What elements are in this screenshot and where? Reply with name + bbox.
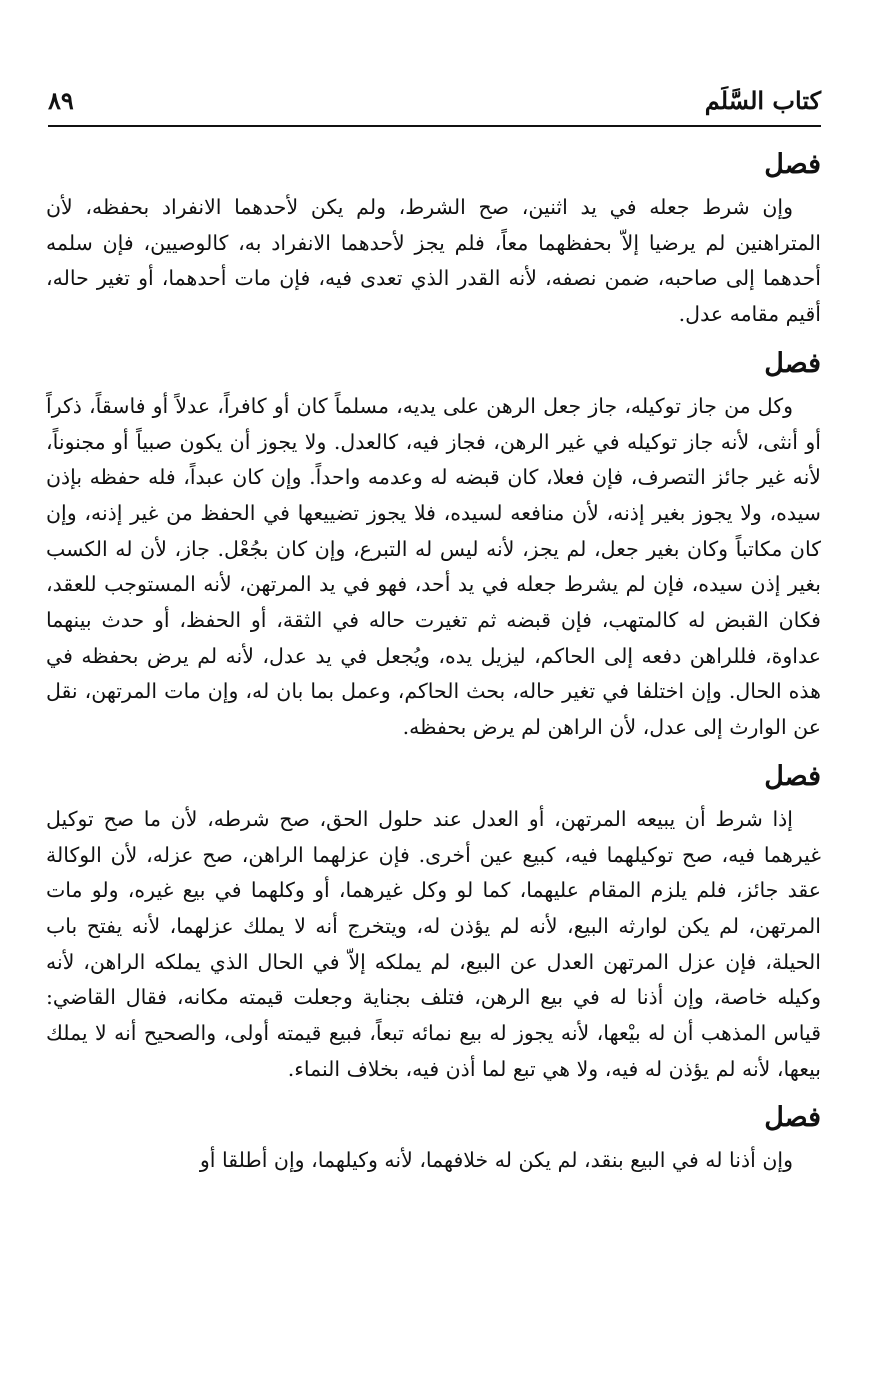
section-heading: فصل [764,1102,821,1134]
paragraph: وإن أذنا له في البيع بنقد، لم يكن له خلافهما، لأنه وكيلهما، وإن أطلقا أو [199,1148,793,1173]
paragraph: إذا شرط أن يبيعه المرتهن، أو العدل عند حلول الحق، صح شرطه، لأن ما صح توكيل غيرهما فيه، صح توكيلهما فيه، كبيع عين أخرى. فإن عزلهما الراهن، صح عزله، لأن الوكالة عقد جائز، فلم يلزم المقام عليهما، كما لو وكل غيرهما، أو وكلهما في بيع غيره، ولو مات المرتهن، لم يكن لوارثه البيع، لأنه لم يؤذن له، ويتخرج أنه لا يملك عزلهما، لأنه يفتح باب الحيلة، فإن عزل المرتهن العدل عن البيع، لم يملكه إلاّ في الحال الذي يملكه الراهن، لأنه وكيله خاصة، وإن أذنا له في بيع الرهن، فتلف بجناية وجعلت قيمته مكانه، فقال القاضي: قياس المذهب أن له بيْعها، لأنه يجوز له بيع نمائه تبعاً، فبيع قيمته أولى، والصحيح أنه لا يملك بيعها، لأنه لم يؤذن له فيه، ولا هي تبع لما أذن فيه، بخلاف النماء. [46,806,821,1081]
section-1 [46,140,821,333]
running-title: كتاب السَّلَم [704,86,821,115]
section-heading: فصل [764,760,821,792]
section-heading: فصل [764,149,821,180]
page-body [46,140,821,1179]
header-divider [48,125,821,127]
section-2 [46,339,821,746]
page-header [48,84,821,126]
section-heading: فصل [764,347,821,379]
section-4 [46,1093,821,1179]
page-number: ٨٩ [48,86,74,115]
paragraph: وإن شرط جعله في يد اثنين، صح الشرط، ولم يكن لأحدهما الانفراد بحفظه، لأن المتراهنين لم يرضيا إلاّ بحفظهما معاً، فلم يجز لأحدهما الانفراد به، كالوصيين، فإن سلمه أحدهما إلى صاحبه، ضمن نصفه، لأنه القدر الذي تعدى فيه، فإن مات أحدهما، أو تغير حاله، أقيم مقامه عدل. [46,195,821,327]
section-3 [46,752,821,1088]
paragraph: وكل من جاز توكيله، جاز جعل الرهن على يديه، مسلماً كان أو كافراً، عدلاً أو فاسقاً، ذكراً أو أنثى، لأنه جاز توكيله في غير الرهن، فجاز فيه، كالعدل. ولا يجوز أن يكون صبياً أو مجنوناً، لأنه غير جائز التصرف، فإن فعلا، كان قبضه له وعدمه واحداً. وإن كان عبداً، فله حفظه بإذن سيده، ولا يجوز بغير إذنه، لأن منافعه لسيده، فلا يجوز تضييعها في الحفظ من غير إذنه، وإن كان مكاتباً وكان بغير جعل، لم يجز، لأنه ليس له التبرع، وإن كان بجُعْل. جاز، لأن له الكسب بغير إذن سيده، فإن لم يشرط جعله في يد أحد، فهو في يد المرتهن، لأنه المستوجب للعقد، فكان القبض له كالمتهب، فإن قبضه ثم تغيرت حاله في الثقة، أو الحفظ، أو حدث بينهما عداوة، فللراهن دفعه إلى الحاكم، ليزيل يده، ويُجعل في يد عدل، لأنه لم يرض بحفظه في هذه الحال. وإن اختلفا في تغير حاله، بحث الحاكم، وعمل بما بان له، وإن مات المرتهن، نقل عن الوارث إلى عدل، لأن الراهن لم يرض بحفظه. [46,393,821,740]
